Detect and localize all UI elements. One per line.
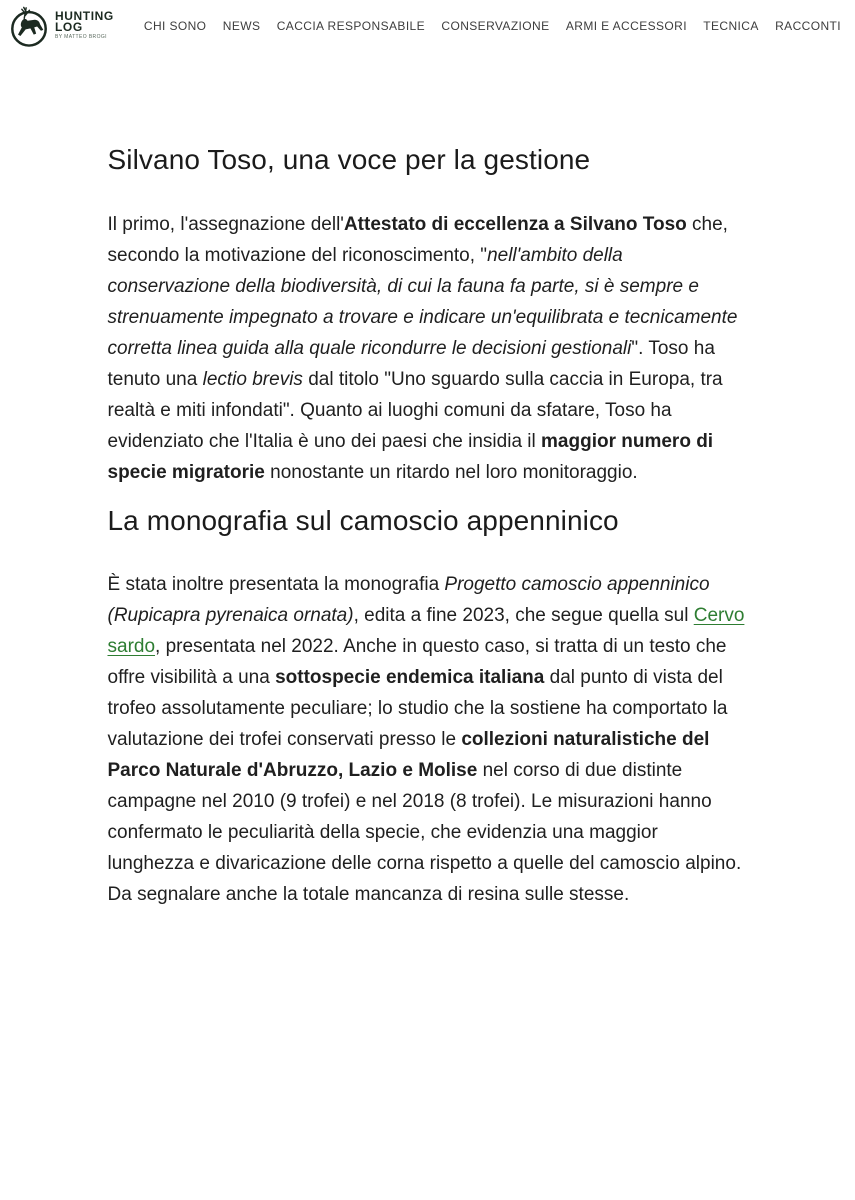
paragraph-silvano-toso	[108, 209, 748, 488]
text-segment: maggior numero di specie migratorie	[107, 430, 714, 483]
section-heading-silvano-toso: Silvano Toso, una voce per la gestione	[107, 144, 591, 175]
deer-logo-icon	[8, 4, 50, 48]
nav-item-chi-sono[interactable]: CHI SONO	[143, 18, 207, 33]
text-segment: ". Toso ha tenuto una	[107, 337, 715, 390]
nav-item-armi-e-accessori[interactable]: ARMI E ACCESSORI	[565, 18, 687, 33]
text-segment: sottospecie endemica italiana	[275, 667, 545, 689]
logo-byline: BY MATTEO BROGI	[55, 34, 107, 40]
inline-link-cervo-sardo[interactable]: Cervo sardo	[107, 605, 745, 658]
text-segment: lectio brevis	[202, 368, 303, 390]
nav-item-news[interactable]: NEWS	[222, 18, 261, 33]
logo-line2: LOG	[55, 20, 83, 34]
article-content	[108, 50, 748, 1084]
main-nav	[144, 19, 841, 33]
text-segment: nonostante un ritardo nel loro monitoraggio.	[264, 461, 638, 483]
text-segment: Progetto camoscio appenninico (Rupicapra pyrenaica ornata)	[107, 574, 710, 627]
nav-item-caccia-responsabile[interactable]: CACCIA RESPONSABILE	[276, 18, 426, 33]
text-segment: Attestato di eccellenza a Silvano Toso	[343, 213, 687, 235]
nav-item-conservazione[interactable]: CONSERVAZIONE	[441, 18, 550, 33]
logo-wordmark	[55, 11, 114, 40]
site-logo[interactable]	[8, 4, 114, 48]
paragraph-monografia	[108, 569, 748, 910]
text-segment: Il primo, l'assegnazione dell'	[107, 213, 344, 235]
text-segment: dal titolo "Uno sguardo sulla caccia in Europa, tra realtà e miti infondati". Quanto ai luoghi comuni da sfatare, Toso ha evidenziato che l'Italia è uno dei paesi che insidia il	[107, 368, 723, 452]
text-segment: dal punto di vista del trofeo assolutamente peculiare; lo studio che la sostiene ha comportato la valutazione dei trofei conservati presso le	[107, 667, 728, 751]
nav-item-tecnica[interactable]: TECNICA	[703, 18, 759, 33]
text-segment: È stata inoltre presentata la monografia	[107, 574, 445, 596]
site-header	[0, 0, 855, 50]
text-segment: nell'ambito della conservazione della biodiversità, di cui la fauna fa parte, si è sempre e strenuamente impegnato a trovare e indicare un'equilibrata e tecnicamente corretta linea guida alla quale ricondurre le decisioni gestionali	[107, 244, 738, 359]
text-segment: , edita a fine 2023, che segue quella sul	[353, 605, 694, 627]
text-segment: che, secondo la motivazione del riconoscimento, "	[107, 213, 728, 266]
nav-item-racconti[interactable]: RACCONTI	[775, 18, 841, 33]
logo-line1: HUNTING	[55, 9, 114, 23]
section-heading-monografia: La monografia sul camoscio appenninico	[107, 504, 619, 536]
text-segment: collezioni naturalistiche del Parco Naturale d'Abruzzo, Lazio e Molise	[107, 729, 710, 782]
text-segment: nel corso di due distinte campagne nel 2010 (9 trofei) e nel 2018 (8 trofei). Le misurazioni hanno confermato le peculiarità della specie, che evidenzia una maggior lunghezza e divaricazione delle corna rispetto a quelle del camoscio alpino. Da segnalare anche la totale mancanza di resina sulle stesse.	[107, 760, 742, 906]
text-segment: , presentata nel 2022. Anche in questo caso, si tratta di un testo che offre visibilità a una	[107, 636, 727, 689]
